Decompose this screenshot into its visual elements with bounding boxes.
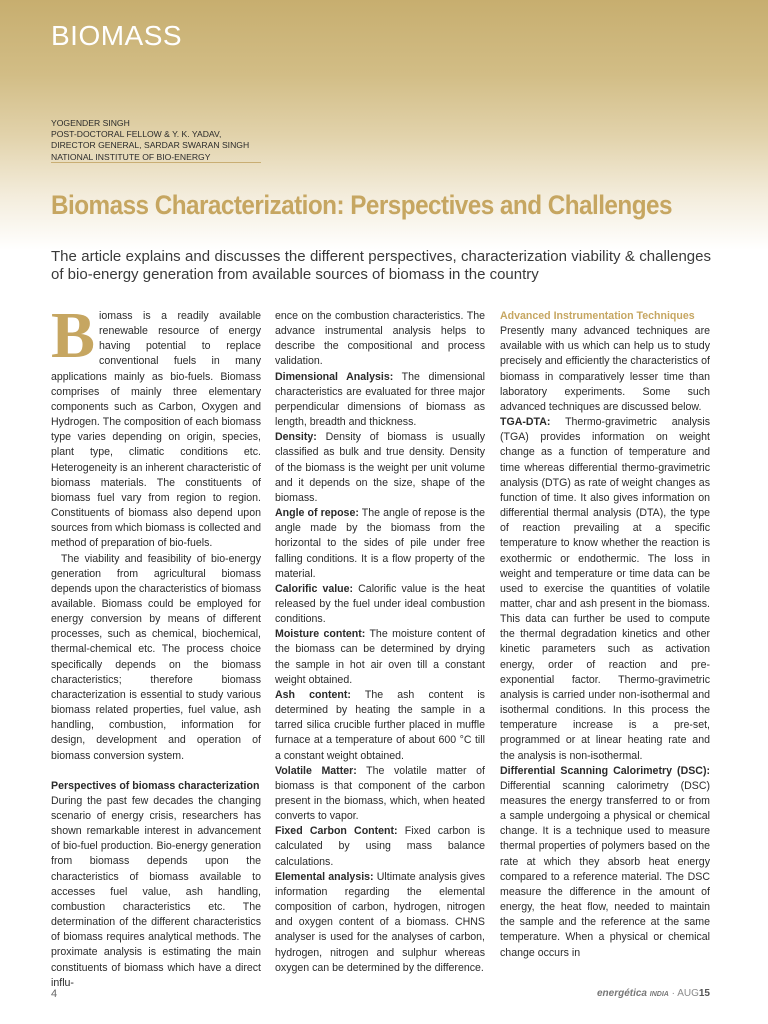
drop-cap: B xyxy=(51,299,96,372)
definition-term: Angle of repose: xyxy=(275,507,359,520)
definition-term: Moisture content: xyxy=(275,628,366,641)
definition-term: Density: xyxy=(275,431,317,444)
subheading-advanced: Advanced Instrumentation Techniques xyxy=(500,310,695,322)
author-line: NATIONAL INSTITUTE OF BIO-ENERGY xyxy=(51,151,211,162)
definition-text: Thermo-gravimetric analysis (TGA) provides information on weight change as a function of temperature and time whereas differential thermo-gravimetric analysis (DTG) as rate of weight changes as function of time. It also gives information on differential thermal analysis (DTA), the type of reaction prevailing at a specific temperature to know whether the reaction is exothermic or endothermic. The loss in weight and temperature or time data can be used to exercise the quantities of volatile matter, char and ash present in the biomass. This data can further be used to compute the thermal degradation kinetics and other kinetic parameters such as activation energy, order of reaction and pre-exponential factor. Thermo-gravimetric analysis is carried under non-isothermal and isothermal conditions. In this process the temperature increase is a pre-set, programmed or at linear heating rate and the analysis is non-isothermal. xyxy=(500,416,710,762)
magazine-name: energética xyxy=(596,988,647,999)
definition-item xyxy=(275,627,485,688)
definition-term: Elemental analysis: xyxy=(275,870,374,883)
definition-text: The dimensional characteristics are evaluated for three major perpendicular dimensions of biomass as length, breadth and thickness. xyxy=(275,370,485,429)
subheading-perspectives: Perspectives of biomass characterization xyxy=(51,779,260,792)
author-line: POST-DOCTORAL FELLOW & Y. K. YADAV, xyxy=(51,129,222,140)
definition-text: Calorific value is the heat released by the fuel under ideal combustion conditions. xyxy=(275,582,486,626)
article-lead: The article explains and discusses the different perspectives, characterization viability & challenges of bio-energy generation from available sources of biomass in the country xyxy=(51,248,711,283)
issue-month: AUG xyxy=(677,988,699,999)
definition-item xyxy=(275,688,485,764)
paragraph: Presently many advanced techniques are available with us which can help us to study precisely and efficiently the characteristics of biomass in comparatively lesser time than laboratory experiments. Some such advanced techniques are discussed below. xyxy=(500,325,710,413)
footer-brand xyxy=(597,988,710,999)
paragraph: ence on the combustion characteristics. The advance instrumental analysis helps to describe the compositional and process validation. xyxy=(275,310,485,368)
definition-item xyxy=(275,370,485,431)
definition-text: Fixed carbon is calculated by using mass balance calculations. xyxy=(275,825,485,868)
definition-item xyxy=(275,430,485,506)
author-block xyxy=(51,118,249,163)
definition-text: The volatile matter of biomass is that component of the carbon present in the biomass, which, when heated converts to vapor. xyxy=(275,764,485,823)
definition-text: Ultimate analysis gives information regarding the elemental composition of carbon, hydrogen, nitrogen and oxygen content of a biomass. CHNS analyser is used for the analyses of carbon, hydrogen, nitrogen and sulphur whereas oxygen can be determined by the difference. xyxy=(275,870,485,974)
definition-term: Volatile Matter: xyxy=(275,764,357,777)
section-label: BIOMASS xyxy=(51,20,183,51)
definition-term: Dimensional Analysis: xyxy=(275,370,394,383)
intro-text: iomass is a readily available renewable resource of energy having potential to replace conventional fuels in many applications mainly as bio-fuels. Biomass comprises of mainly three elementary components such as Carbon, Oxygen and Hydrogen. The composition of each biomass type varies depending on origin, species, plant type, climatic conditions etc. Heterogeneity is an inherent characteristic of biomass materials. The constituents of biomass fuel vary from region to region. Constituents of biomass also depend upon sources from which biomass is collected and method of preparation of bio-fuels. xyxy=(51,310,261,550)
paragraph: The viability and feasibility of bio-energy generation from agricultural biomass depends upon the characteristics of biomass available. Biomass could be employed for energy conversion by means of different processes, such as chemical, biochemical, thermal-chemical etc. The process choice specifically depends on the biomass characteristics; therefore biomass characterization is essential to study various biomass related properties, fuel value, ash handling, combustion, information for design, development and operation of biomass conversion system. xyxy=(51,552,261,762)
paragraph: During the past few decades the changing scenario of energy crisis, researchers has shown remarkable interest in advancement of bio-fuel production. Bio-energy generation from biomass depends upon the characteristics of biomass available to accesses fuel value, ash handling, combustion characteristics etc. The determination of the different characteristics of biomass requires analytical methods. The proximate analysis is estimating the main constituents of biomass which have a direct influ- xyxy=(51,794,261,989)
definition-item xyxy=(275,764,485,825)
article-title: Biomass Characterization: Perspectives and Challenges xyxy=(51,190,672,220)
definition-term: Ash content: xyxy=(275,688,351,701)
intro-paragraph xyxy=(51,299,261,552)
definition-text: Density of biomass is usually classified as bulk and true density. Density of the biomass is the weight per unit volume and it depends on the size, shape of the biomass. xyxy=(275,431,485,504)
definition-term: Calorific value: xyxy=(275,582,354,595)
definition-item xyxy=(275,582,485,627)
footer-separator: · xyxy=(671,988,675,999)
page-number: 4 xyxy=(51,988,58,1000)
definition-text: The ash content is determined by heating the sample in a tarred silica crucible further placed in muffle furnace at a temperature of about 600 °C till a constant weight obtained. xyxy=(275,688,485,762)
definition-term: Fixed Carbon Content: xyxy=(275,825,398,838)
definition-item xyxy=(500,415,710,764)
magazine-region: INDIA xyxy=(649,991,669,998)
definition-item xyxy=(500,764,710,961)
definition-item xyxy=(275,870,485,976)
definition-term: Differential Scanning Calorimetry (DSC): xyxy=(500,764,710,777)
definition-item xyxy=(275,824,485,869)
issue-year: 15 xyxy=(698,988,710,999)
definition-text: The angle of repose is the angle made by the biomass from the horizontal to the sides of pile under free falling conditions. It is a flow property of the material. xyxy=(275,507,485,580)
author-line: YOGENDER SINGH xyxy=(51,118,130,128)
column-2 xyxy=(275,309,485,976)
column-1 xyxy=(51,299,261,991)
definition-text: The moisture content of the biomass can be determined by drying the sample in hot air oven till a constant weight obtained. xyxy=(275,628,485,686)
author-line: DIRECTOR GENERAL, SARDAR SWARAN SINGH xyxy=(51,140,250,151)
definition-term: TGA-DTA: xyxy=(500,416,551,429)
author-divider xyxy=(51,162,261,163)
definition-text: Differential scanning calorimetry (DSC) measures the energy transferred to or from a sample undergoing a physical or chemical change. It is a technique used to measure thermal properties of polymers based on the rate at which they absorb heat energy compared to a reference material. The DSC measure the difference in the amount of energy, the heat flow, needed to maintain the sample and the reference at the same temperature. When a physical or chemical change occurs in xyxy=(500,779,710,959)
definition-item xyxy=(275,506,485,582)
column-3 xyxy=(500,309,710,961)
